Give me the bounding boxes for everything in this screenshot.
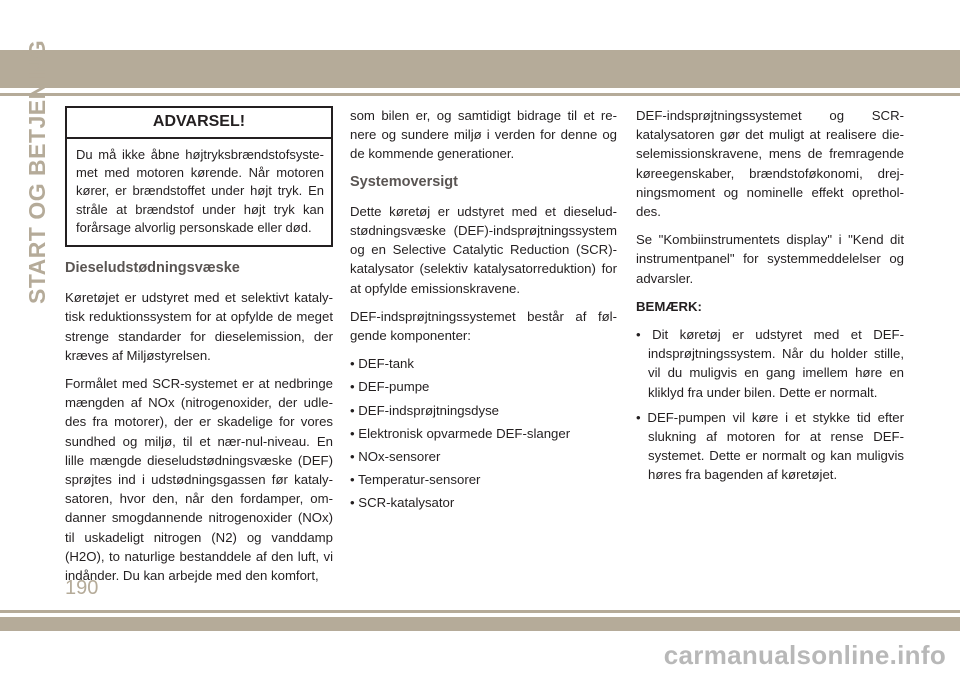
warning-body: Du må ikke åbne højtryksbrændstofsyste-met med motoren kørende. Når motoren kører, er brændstoffet under højt tryk. En stråle at brændstof under højt tryk kan forårsage alvorlig personskade eller død. bbox=[76, 147, 324, 235]
list-item: • SCR-katalysator bbox=[350, 495, 455, 511]
warning-title: ADVARSEL! bbox=[67, 108, 331, 139]
paragraph: Dette køretøj er udstyret med et dieselud-stødningsvæske (DEF)-indsprøjtningssystem og en Selective Catalytic Reduction (SCR)-katalysator (selektiv katalysatorreduktion) for at opfylde emissionskravene. bbox=[350, 203, 617, 296]
paragraph: DEF-indsprøjtningssystemet og SCR-katalysatoren gør det muligt at realisere die-selemissionskravene, mens de fremragende køreegenskaber, brændstoføkonomi, drej-ningsmoment og nominelle effekt oprethol-des. bbox=[636, 108, 904, 220]
side-section-title bbox=[24, 39, 50, 304]
note-list bbox=[636, 325, 904, 485]
list-item: • Dit køretøj er udstyret med et DEF-indsprøjtningssystem. Når du holder stille, vil du muligvis en gang imellem høre en kliklyd fra under bilen. Dette er normalt. bbox=[636, 327, 904, 400]
paragraph: Køretøjet er udstyret med et selektivt kataly-tisk reduktionssystem for at opfylde de meget strenge standarder for dieselemission, der kræves af Miljøstyrelsen. bbox=[65, 290, 333, 363]
list-item: • DEF-pumpe bbox=[350, 379, 430, 395]
header-rule bbox=[0, 93, 960, 96]
column-1 bbox=[65, 106, 333, 594]
footer-rule bbox=[0, 610, 960, 613]
paragraph: som bilen er, og samtidigt bidrage til et re-nere og sundere miljø i verden for denne og de kommende generationer. bbox=[350, 108, 617, 162]
warning-box bbox=[65, 106, 333, 247]
list-item: • Temperatur-sensorer bbox=[350, 472, 481, 488]
list-item: • DEF-indsprøjtningsdyse bbox=[350, 402, 499, 418]
list-item: • NOx-sensorer bbox=[350, 449, 441, 465]
column-2 bbox=[350, 106, 617, 517]
list-item: • DEF-tank bbox=[350, 356, 414, 372]
header-band bbox=[0, 50, 960, 88]
note-title: BEMÆRK: bbox=[636, 298, 702, 314]
paragraph: Se "Kombiinstrumentets display" i "Kend dit instrumentpanel" for systemmeddelelser og advarsler. bbox=[636, 232, 904, 286]
column-3 bbox=[636, 106, 904, 491]
top-margin bbox=[0, 0, 960, 50]
section-heading-def: Dieseludstødningsvæske bbox=[65, 260, 240, 277]
paragraph: Formålet med SCR-systemet er at nedbringe mængden af NOx (nitrogenoxider, der udle-des fra motorer), der er skadelige for vores sundhed og miljø, til et nær-nul-niveau. En lille mængde dieseludstødningsvæske (DEF) sprøjtes ind i udstødningsgassen før kataly-satoren, hvor den, når den fordamper, om-danner smogdannende nitrogenoxider (NOx) til uskadeligt nitrogen (N2) og vanddamp (H2O), to naturlige bestanddele af den luft, vi indånder. Du kan arbejde med den komfort, bbox=[65, 376, 333, 584]
list-item: • DEF-pumpen vil køre i et stykke tid efter slukning af motoren for at rense DEF-systemet. Dette er normalt og kan muligvis høres fra bagenden af køretøjet. bbox=[636, 409, 904, 483]
watermark: carmanualsonline.info bbox=[663, 640, 946, 670]
list-item: • Elektronisk opvarmede DEF-slanger bbox=[350, 425, 571, 441]
page-number: 190 bbox=[65, 577, 99, 599]
side-title-text: START OG BETJENING bbox=[24, 39, 50, 304]
paragraph: DEF-indsprøjtningssystemet består af føl-gende komponenter: bbox=[350, 308, 617, 344]
section-heading-system-overview: Systemoversigt bbox=[350, 173, 458, 190]
footer-band bbox=[0, 617, 960, 631]
component-list bbox=[350, 354, 617, 512]
